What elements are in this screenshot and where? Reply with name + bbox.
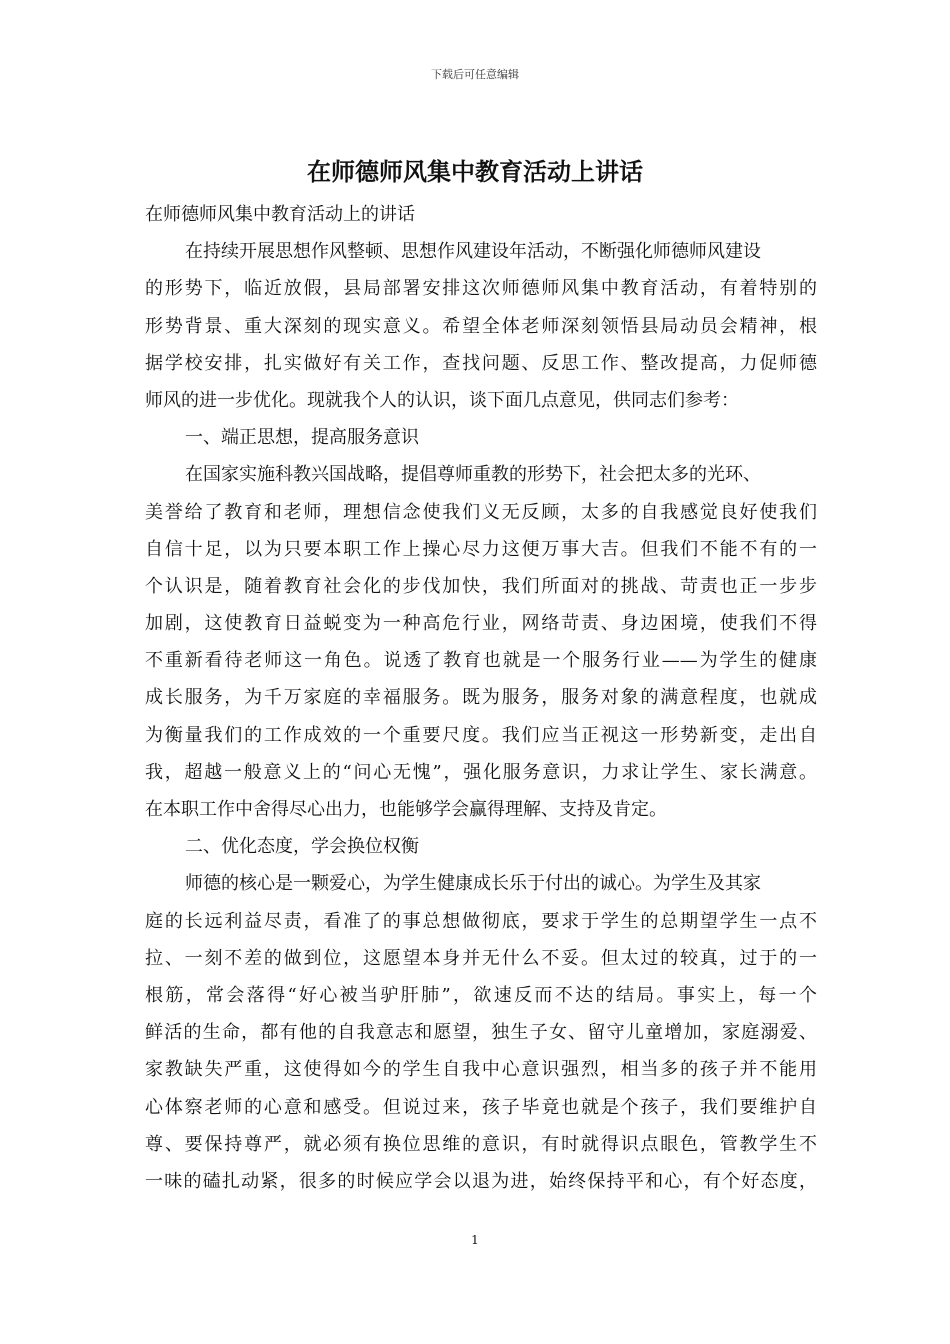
document-title: 在师德师风集中教育活动上讲话	[307, 157, 643, 186]
paragraph-line: 据学校安排，扎实做好有关工作，查找问题、反思工作、整改提高，力促师德	[145, 352, 817, 374]
paragraph-line: 心体察老师的心意和感受。但说过来，孩子毕竟也就是个孩子，我们要维护自	[145, 1096, 817, 1118]
paragraph-line: 师风的进一步优化。现就我个人的认识，谈下面几点意见，供同志们参考：	[145, 389, 739, 411]
document-subtitle: 在师德师风集中教育活动上的讲话	[145, 204, 415, 225]
document-body	[145, 196, 817, 1200]
paragraph-line: 不重新看待老师这一角色。说透了教育也就是一个服务行业——为学生的健康	[145, 650, 817, 672]
paragraph-line: 形势背景、重大深刻的现实意义。希望全体老师深刻领悟县局动员会精神，根	[145, 315, 817, 337]
paragraph-line: 拉、一刻不差的做到位，这愿望本身并无什么不妥。但太过的较真，过于的一	[145, 947, 817, 969]
paragraph-line: 鲜活的生命，都有他的自我意志和愿望，独生子女、留守儿童增加，家庭溺爱、	[145, 1022, 817, 1044]
paragraph-line: 在本职工作中舍得尽心出力，也能够学会赢得理解、支持及肯定。	[145, 799, 667, 820]
paragraph-line: 美誉给了教育和老师，理想信念使我们义无反顾，太多的自我感觉良好使我们	[145, 501, 817, 523]
paragraph-line: 庭的长远利益尽责，看准了的事总想做彻底，要求于学生的总期望学生一点不	[145, 910, 817, 932]
page-header-note: 下载后可任意编辑	[431, 68, 519, 81]
paragraph-line: 的形势下，临近放假，县局部署安排这次师德师风集中教育活动，有着特别的	[145, 278, 817, 300]
paragraph-line: 尊、要保持尊严，就必须有换位思维的意识，有时就得识点眼色，管教学生不	[145, 1133, 817, 1155]
paragraph-line: 在国家实施科教兴国战略，提倡尊师重教的形势下，社会把太多的光环、	[185, 464, 761, 486]
paragraph-line: 自信十足，以为只要本职工作上操心尽力这便万事大吉。但我们不能不有的一	[145, 538, 817, 560]
paragraph-line: 我，超越一般意义上的“问心无愧”，强化服务意识，力求让学生、家长满意。	[145, 761, 817, 783]
paragraph-line: 成长服务，为千万家庭的幸福服务。既为服务，服务对象的满意程度，也就成	[145, 687, 817, 709]
paragraph-line: 在持续开展思想作风整顿、思想作风建设年活动，不断强化师德师风建设	[185, 241, 761, 263]
paragraph-line: 个认识是，随着教育社会化的步伐加快，我们所面对的挑战、苛责也正一步步	[145, 575, 817, 597]
paragraph-line: 一味的磕扎动紧，很多的时候应学会以退为进，始终保持平和心，有个好态度，	[145, 1170, 817, 1192]
section-heading: 二、优化态度，学会换位权衡	[185, 836, 419, 858]
paragraph-line: 根筋，常会落得“好心被当驴肝肺”，欲速反而不达的结局。事实上，每一个	[145, 984, 817, 1006]
paragraph-line: 家教缺失严重，这使得如今的学生自我中心意识强烈，相当多的孩子并不能用	[145, 1059, 817, 1081]
page-number: 1	[471, 1233, 479, 1247]
section-heading: 一、端正思想，提高服务意识	[185, 427, 419, 449]
paragraph-line: 师德的核心是一颗爱心，为学生健康成长乐于付出的诚心。为学生及其家	[185, 873, 761, 895]
paragraph-line: 为衡量我们的工作成效的一个重要尺度。我们应当正视这一形势新变，走出自	[145, 724, 817, 746]
paragraph-line: 加剧，这使教育日益蜕变为一种高危行业，网络苛责、身边困境，使我们不得	[145, 613, 817, 635]
